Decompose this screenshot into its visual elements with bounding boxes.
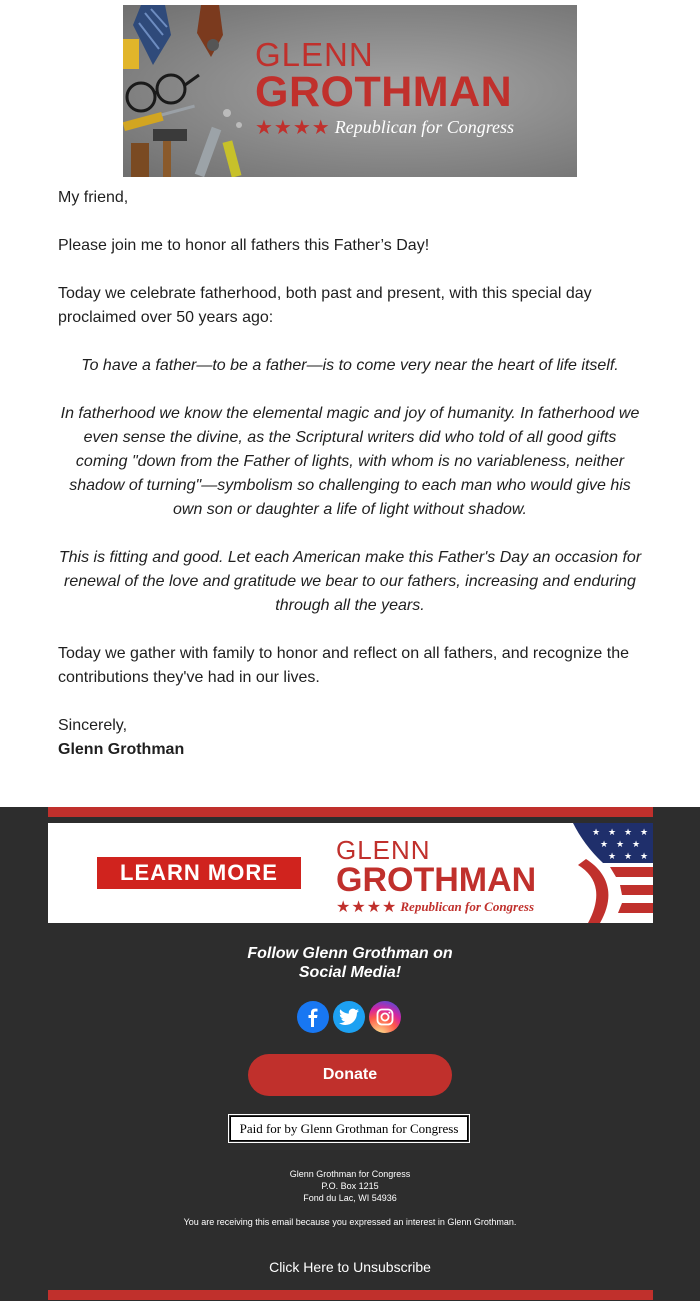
svg-text:★: ★ [616, 840, 625, 850]
donate-button[interactable]: Donate [248, 1054, 452, 1096]
social-links [297, 1001, 403, 1035]
svg-text:★: ★ [608, 828, 617, 838]
closing: Sincerely, [58, 717, 128, 734]
footer-first-name: GLENN [336, 835, 431, 865]
svg-text:★: ★ [592, 828, 601, 838]
subscription-notice: You are receiving this email because you expressed an interest in Glenn Grothman. [183, 1217, 517, 1227]
follow-heading [0, 944, 700, 982]
paid-for-disclaimer: Paid for by Glenn Grothman for Congress [230, 1116, 468, 1141]
quote-2: In fatherhood we know the elemental magic and joy of humanity. In fatherhood we even sense the divine, as the Scriptural writers did who told of all good gifts coming "down from the Father of lights, with whom is no variableness, neither shadow of turning"—symbolism so challenging to each man who would give his own son or daughter a life of light without shadow. [60, 405, 640, 518]
header-banner [123, 5, 577, 177]
footer-brand [336, 837, 536, 917]
svg-text:★: ★ [624, 828, 633, 838]
twitter-icon[interactable] [333, 1001, 365, 1033]
address-line-3: Fond du Lac, WI 54936 [303, 1193, 397, 1203]
paragraph-1: Please join me to honor all fathers this Father’s Day! [58, 237, 430, 254]
address-line-1: Glenn Grothman for Congress [289, 1169, 411, 1179]
signature: Glenn Grothman [58, 741, 185, 758]
follow-line-2: Social Media! [298, 964, 402, 981]
letter-body [58, 186, 642, 762]
footer-tagline-row [336, 897, 536, 917]
unsubscribe-link[interactable]: Click Here to Unsubscribe [269, 1259, 431, 1275]
header-brand [255, 36, 555, 140]
footer-stars-icon: ★★★★ [336, 899, 398, 916]
header-tagline: Republican for Congress [334, 117, 515, 137]
quote-3: This is fitting and good. Let each American make this Father's Day an occasion for renewal of the love and gratitude we bear to our fathers, increasing and enduring through all the years. [58, 549, 642, 614]
learn-more-banner[interactable] [48, 823, 653, 923]
svg-text:★: ★ [624, 852, 633, 862]
paragraph-3: Today we gather with family to honor and reflect on all fathers, and recognize the contributions they've had in our lives. [58, 645, 629, 686]
footer-top-bar [48, 807, 653, 817]
footer [0, 807, 700, 1301]
instagram-icon[interactable] [369, 1001, 401, 1033]
svg-text:★: ★ [600, 840, 609, 850]
svg-text:★: ★ [640, 852, 649, 862]
footer-bottom-bar [48, 1290, 653, 1300]
learn-more-button[interactable]: LEARN MORE [97, 857, 301, 889]
header-last-name: GROTHMAN [255, 68, 513, 116]
greeting: My friend, [58, 189, 129, 206]
tools-illustration [123, 5, 263, 177]
address-line-2: P.O. Box 1215 [321, 1181, 379, 1191]
header-stars-icon: ★★★★ [255, 117, 331, 139]
svg-text:★: ★ [632, 840, 641, 850]
quote-1: To have a father—to be a father—is to come very near the heart of life itself. [81, 357, 619, 374]
follow-line-1: Follow Glenn Grothman on [247, 945, 453, 962]
svg-text:★: ★ [608, 852, 617, 862]
facebook-icon[interactable] [297, 1001, 329, 1033]
header-first-name: GLENN [255, 36, 374, 73]
mailing-address [0, 1168, 700, 1204]
american-flag-icon [558, 823, 653, 923]
paragraph-2: Today we celebrate fatherhood, both past and present, with this special day proclaimed over 50 years ago: [58, 285, 592, 326]
footer-tagline: Republican for Congress [400, 899, 535, 914]
header-tagline-row [255, 115, 555, 140]
footer-last-name: GROTHMAN [336, 861, 537, 899]
svg-text:★: ★ [640, 828, 649, 838]
